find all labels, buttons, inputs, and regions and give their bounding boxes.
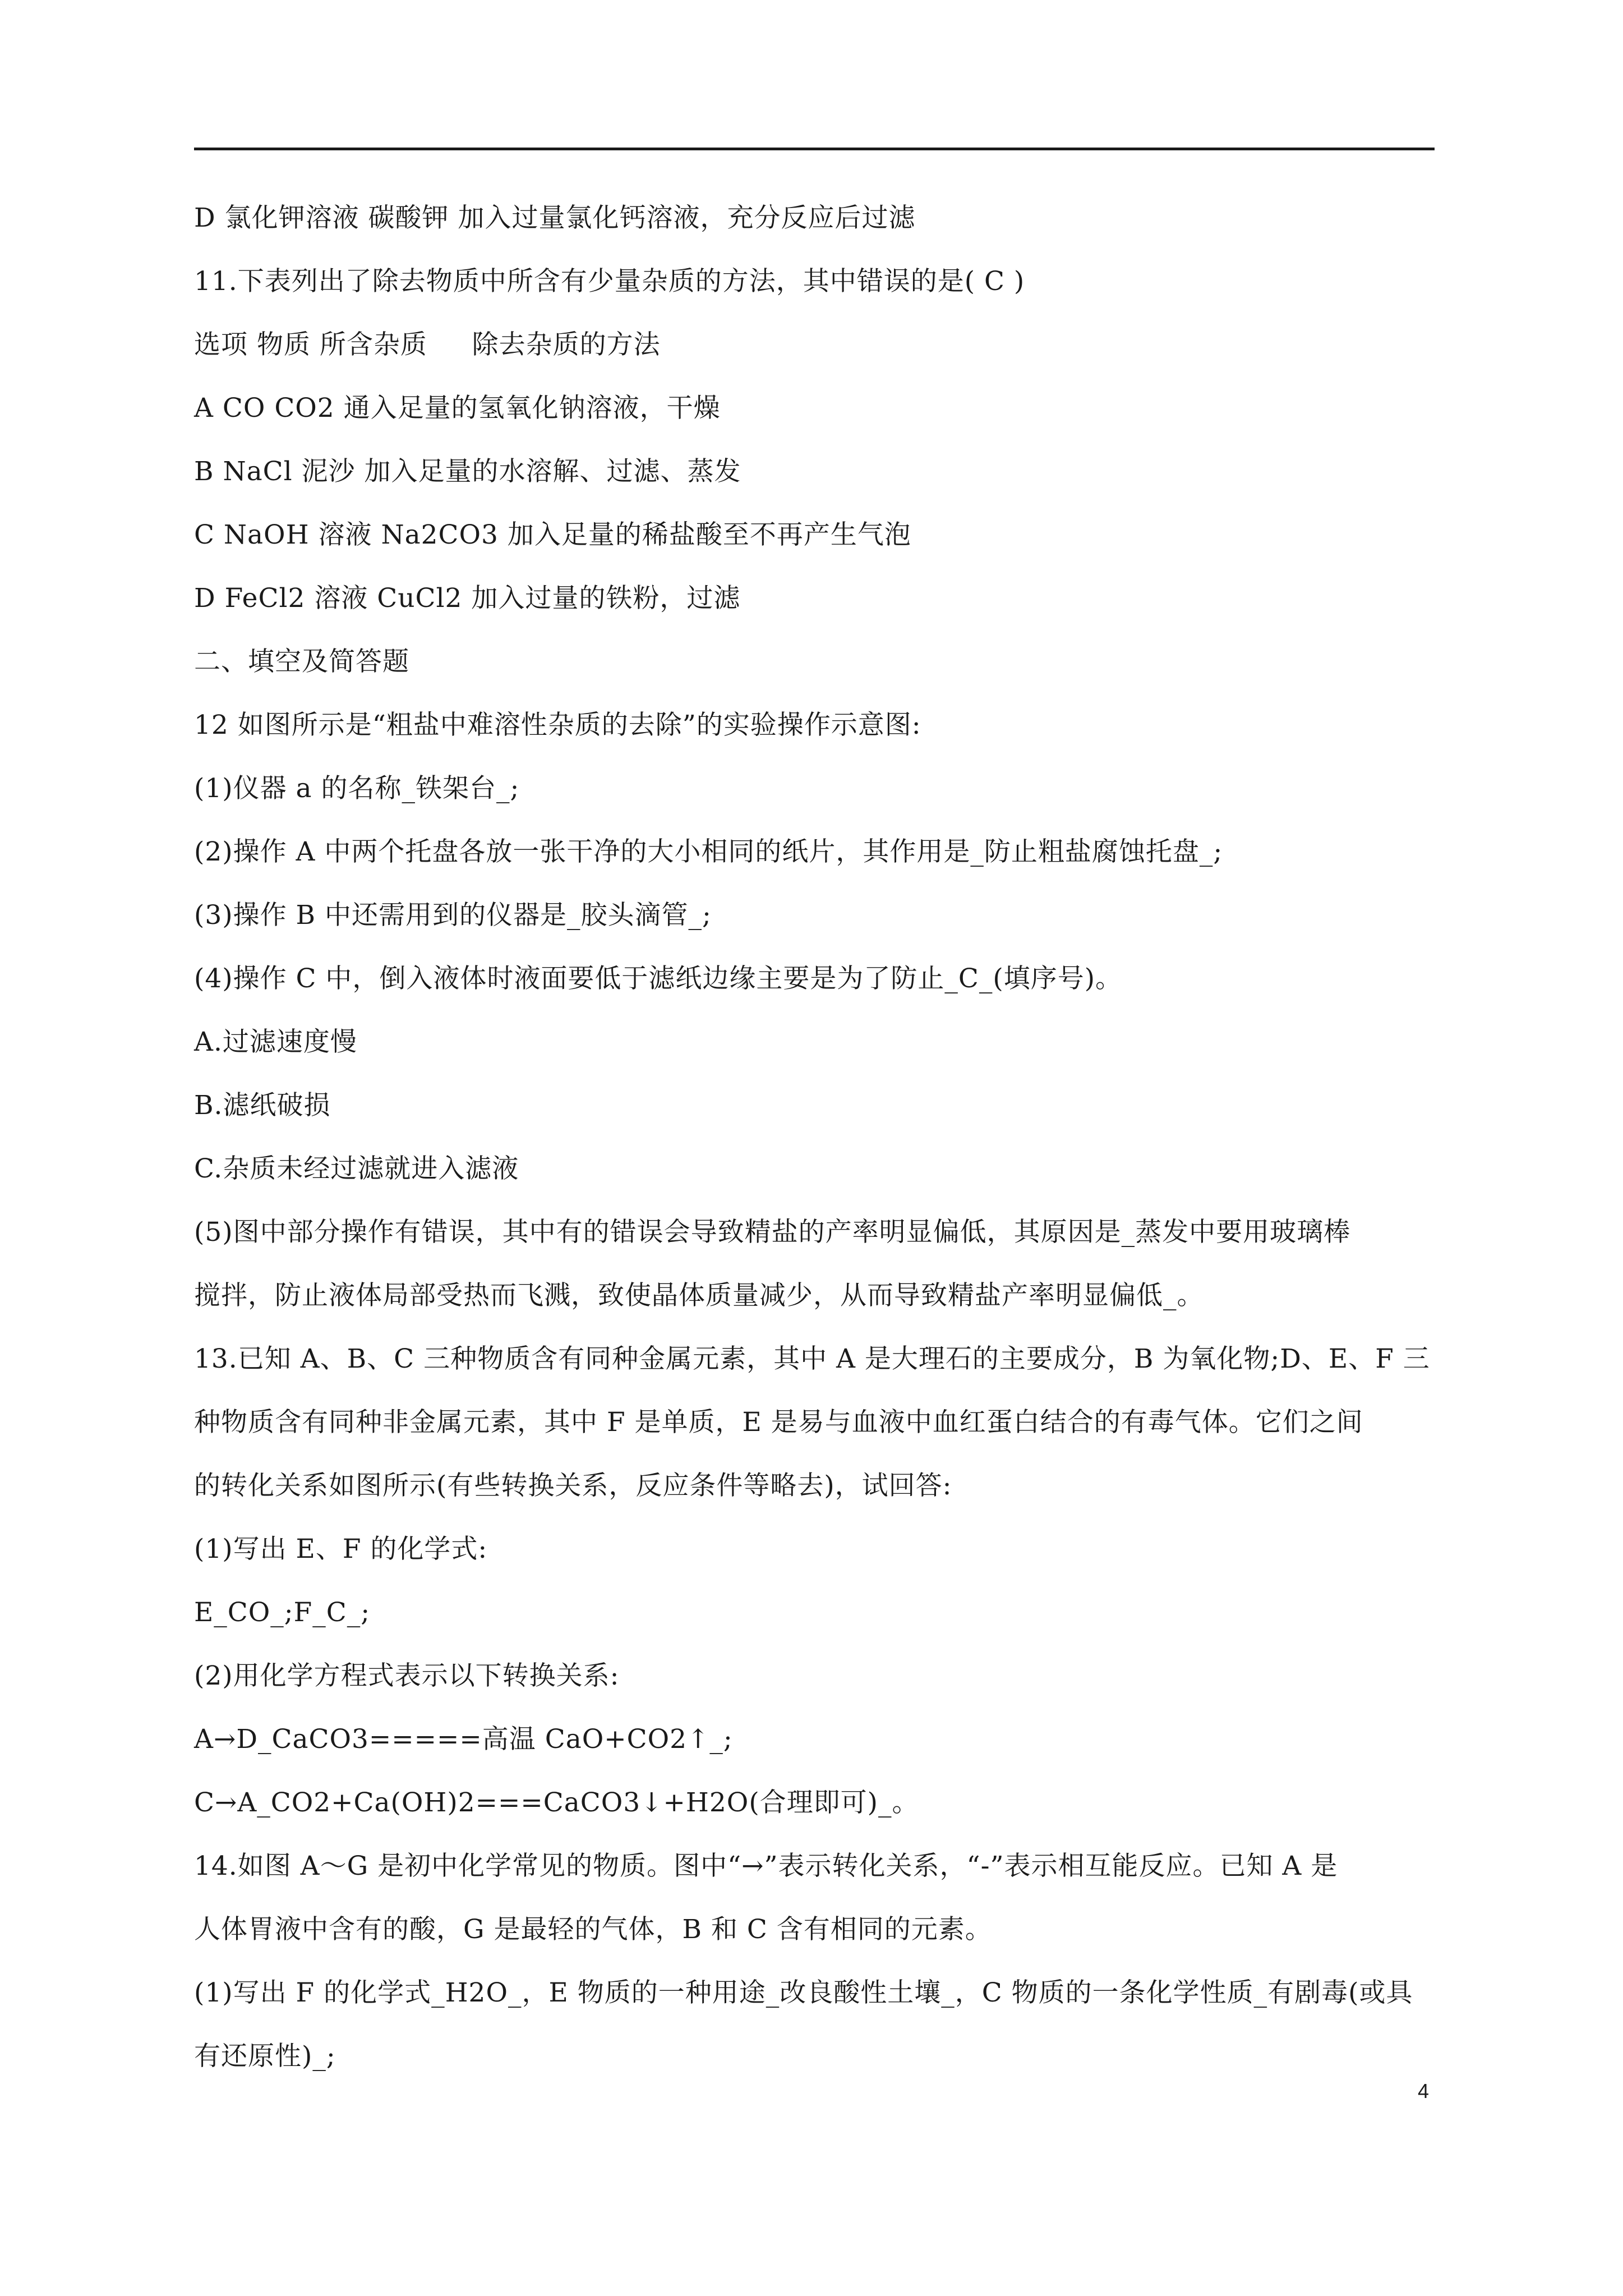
q13-equation-1: A→D_CaCO3=====高温 CaO+CO2↑_; [194,1724,733,1755]
q12-part-1: (1)仪器 a 的名称_铁架台_; [194,773,520,804]
q12-choice-c: C.杂质未经过滤就进入滤液 [194,1153,519,1184]
q13-part-2: (2)用化学方程式表示以下转换关系: [194,1660,620,1691]
question-14-line-1: 14.如图 A～G 是初中化学常见的物质。图中“→”表示转化关系，“-”表示相互能反应。已知 A 是 [194,1851,1338,1881]
q12-part-2: (2)操作 A 中两个托盘各放一张干净的大小相同的纸片，其作用是_防止粗盐腐蚀托盘_; [194,836,1223,867]
document-body [194,202,1435,2104]
table-header: 选项 物质 所含杂质 除去杂质的方法 [194,329,661,360]
question-13-line-3: 的转化关系如图所示(有些转换关系，反应条件等略去)，试回答: [194,1470,952,1501]
q12-choice-a: A.过滤速度慢 [194,1027,357,1057]
section-heading: 二、填空及简答题 [194,646,409,677]
option-a: A CO CO2 通入足量的氢氧化钠溶液，干燥 [194,393,721,424]
q12-part-5-line-2: 搅拌，防止液体局部受热而飞溅，致使晶体质量减少，从而导致精盐产率明显偏低_。 [194,1280,1204,1311]
q13-answer-1: E_CO_;F_C_; [194,1597,371,1628]
question-12-stem: 12 如图所示是“粗盐中难溶性杂质的去除”的实验操作示意图: [194,710,921,740]
q14-part-1-line-1: (1)写出 F 的化学式_H2O_，E 物质的一种用途_改良酸性土壤_，C 物质的一条化学性质_有剧毒(或具 [194,1977,1413,2008]
text-line: D 氯化钾溶液 碳酸钾 加入过量氯化钙溶液，充分反应后过滤 [194,203,916,233]
option-d: D FeCl2 溶液 CuCl2 加入过量的铁粉，过滤 [194,583,741,614]
q14-part-1-line-2: 有还原性)_; [194,2041,336,2072]
question-13-line-1: 13.已知 A、B、C 三种物质含有同种金属元素，其中 A 是大理石的主要成分，B 为氧化物;D、E、F 三 [194,1343,1430,1374]
page-number: 4 [1418,2079,1430,2102]
q13-part-1: (1)写出 E、F 的化学式: [194,1534,488,1565]
q13-equation-2: C→A_CO2+Ca(OH)2===CaCO3↓+H2O(合理即可)_。 [194,1787,919,1818]
option-c: C NaOH 溶液 Na2CO3 加入足量的稀盐酸至不再产生气泡 [194,519,911,550]
q12-part-3: (3)操作 B 中还需用到的仪器是_胶头滴管_; [194,900,712,931]
question-14-line-2: 人体胃液中含有的酸，G 是最轻的气体，B 和 C 含有相同的元素。 [194,1914,992,1945]
q12-choice-b: B.滤纸破损 [194,1090,331,1121]
q12-part-5-line-1: (5)图中部分操作有错误，其中有的错误会导致精盐的产率明显偏低，其原因是_蒸发中要用玻璃棒 [194,1217,1351,1248]
q12-part-4: (4)操作 C 中，倒入液体时液面要低于滤纸边缘主要是为了防止_C_(填序号)。 [194,963,1123,994]
question-11-stem: 11.下表列出了除去物质中所含有少量杂质的方法，其中错误的是( C ) [194,266,1025,297]
question-13-line-2: 种物质含有同种非金属元素，其中 F 是单质，E 是易与血液中血红蛋白结合的有毒气体。它们之间 [194,1407,1363,1438]
header-rule [194,148,1435,150]
option-b: B NaCl 泥沙 加入足量的水溶解、过滤、蒸发 [194,456,741,487]
